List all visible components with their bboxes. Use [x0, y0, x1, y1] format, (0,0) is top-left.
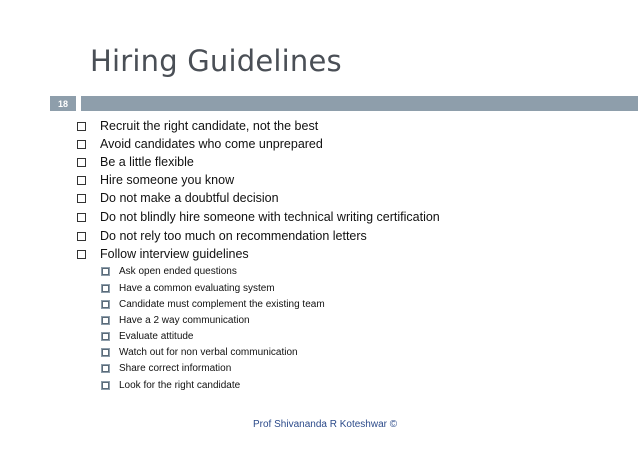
list-item: Follow interview guidelines: [77, 246, 249, 262]
checkbox-bullet-icon: [77, 140, 86, 149]
sub-list-item: Have a 2 way communication: [102, 313, 250, 327]
sub-list-item: Share correct information: [102, 361, 231, 375]
sub-list-item: Look for the right candidate: [102, 378, 240, 392]
sub-list-item: Evaluate attitude: [102, 329, 194, 343]
checkbox-bullet-icon: [77, 122, 86, 131]
checkbox-bullet-icon: [77, 213, 86, 222]
checkbox-bullet-icon: [77, 158, 86, 167]
sub-list-item: Ask open ended questions: [102, 264, 237, 278]
checkbox-bullet-icon: [77, 232, 86, 241]
sub-list-item: Have a common evaluating system: [102, 281, 275, 295]
list-item: Avoid candidates who come unprepared: [77, 136, 323, 152]
square-bullet-icon: [102, 333, 109, 340]
checkbox-bullet-icon: [77, 194, 86, 203]
checkbox-bullet-icon: [77, 176, 86, 185]
list-item: Be a little flexible: [77, 154, 194, 170]
list-item: Hire someone you know: [77, 172, 234, 188]
square-bullet-icon: [102, 317, 109, 324]
list-item: Do not make a doubtful decision: [77, 190, 279, 206]
square-bullet-icon: [102, 349, 109, 356]
square-bullet-icon: [102, 382, 109, 389]
list-item: Do not rely too much on recommendation letters: [77, 228, 367, 244]
sub-list-item: Watch out for non verbal communication: [102, 345, 298, 359]
square-bullet-icon: [102, 301, 109, 308]
square-bullet-icon: [102, 285, 109, 292]
list-item: Recruit the right candidate, not the best: [77, 118, 318, 134]
sub-list-item: Candidate must complement the existing team: [102, 297, 325, 311]
square-bullet-icon: [102, 268, 109, 275]
square-bullet-icon: [102, 365, 109, 372]
checkbox-bullet-icon: [77, 250, 86, 259]
slide-title: Hiring Guidelines: [90, 44, 342, 78]
footer-credit: Prof Shivananda R Koteshwar ©: [253, 419, 398, 430]
slide-number: 18: [50, 96, 76, 111]
list-item: Do not blindly hire someone with technical writing certification: [77, 209, 440, 225]
